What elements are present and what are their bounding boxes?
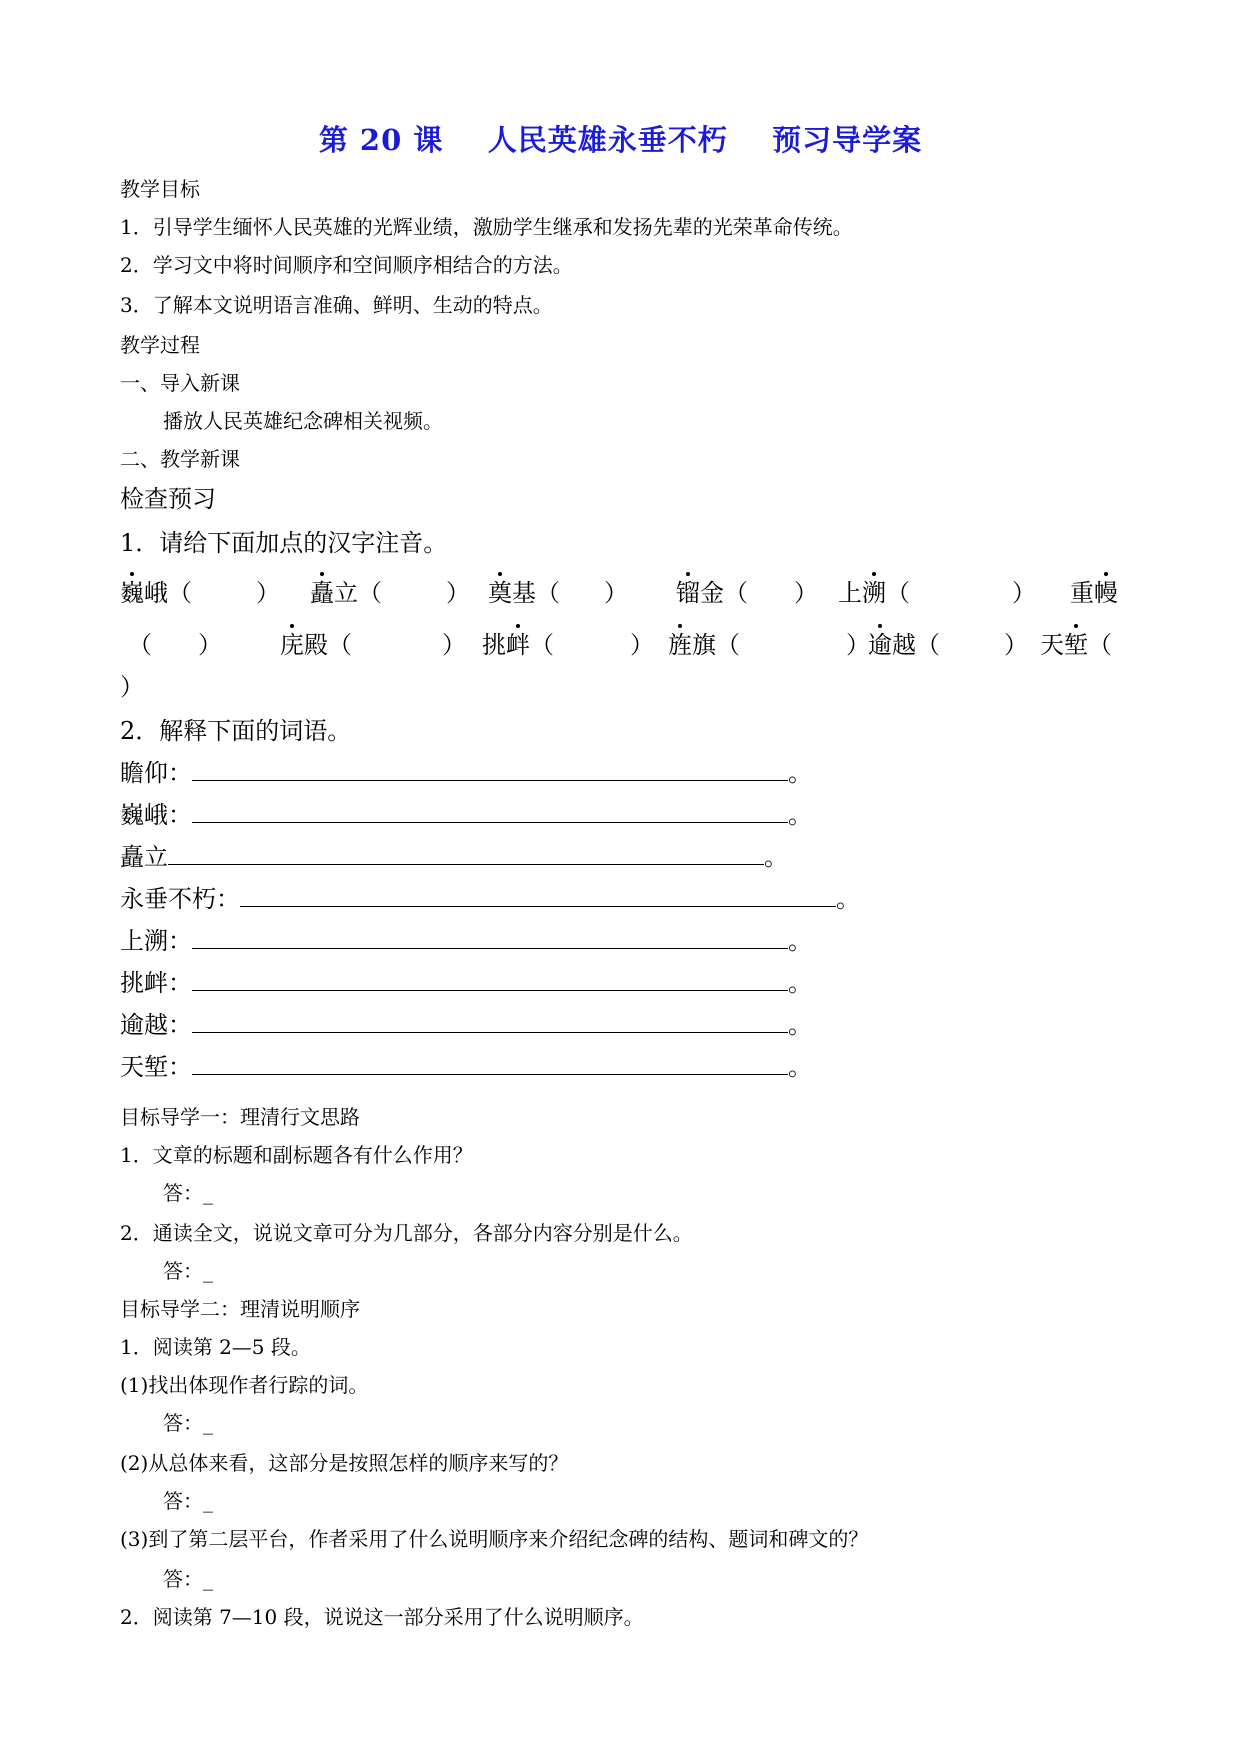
pinyin-close: ） bbox=[446, 579, 470, 607]
goal-item-2: 2．学习文中将时间顺序和空间顺序相结合的方法。 bbox=[120, 253, 573, 277]
intro-text: 播放人民英雄纪念碑相关视频。 bbox=[163, 409, 443, 433]
guide1-question-1: 1．文章的标题和副标题各有什么作用？ bbox=[120, 1143, 473, 1167]
preview-question-2: 2．解释下面的词语。 bbox=[120, 717, 352, 745]
pinyin-close: ） bbox=[256, 579, 280, 607]
dotted-char: 镏 bbox=[676, 579, 700, 607]
word-label: 逾越： bbox=[120, 1011, 192, 1039]
intro-heading: 一、导入新课 bbox=[120, 371, 240, 395]
word-label: 瞻仰： bbox=[120, 759, 192, 787]
preview-heading: 检查预习 bbox=[120, 485, 216, 513]
word-row: 上溯： 。 bbox=[120, 927, 812, 955]
pinyin-item: 天堑（ bbox=[1040, 631, 1112, 659]
pinyin-close: ） bbox=[794, 579, 818, 607]
goals-heading: 教学目标 bbox=[120, 177, 200, 201]
guide2-question-2: 2．阅读第 7—10 段，说说这一部分采用了什么说明顺序。 bbox=[120, 1605, 644, 1629]
pinyin-close: ） bbox=[442, 631, 466, 659]
guide2-subquestion-1: (1)找出体现作者行踪的词。 bbox=[120, 1373, 369, 1397]
pinyin-close: ） bbox=[198, 631, 222, 659]
word-row: 天堑： 。 bbox=[120, 1053, 812, 1081]
dotted-char: 逾 bbox=[868, 631, 892, 659]
word-row: 逾越： 。 bbox=[120, 1011, 812, 1039]
word-row: 永垂不朽： 。 bbox=[120, 885, 860, 913]
dotted-char: 奠 bbox=[488, 579, 512, 607]
guide2-answer-1[interactable]: 答：_ bbox=[163, 1411, 213, 1435]
answer-line[interactable] bbox=[192, 1052, 788, 1075]
answer-line[interactable] bbox=[240, 884, 836, 907]
word-label: 永垂不朽： bbox=[120, 885, 240, 913]
title-name: 人民英雄永垂不朽 bbox=[487, 123, 728, 157]
guide2-answer-3[interactable]: 答：_ bbox=[163, 1567, 213, 1591]
title-lesson: 第 20 课 bbox=[318, 123, 444, 157]
dotted-char: 巍 bbox=[120, 579, 144, 607]
answer-line[interactable] bbox=[168, 842, 764, 865]
answer-line[interactable] bbox=[192, 1010, 788, 1033]
pinyin-item: 庑殿（ bbox=[280, 631, 352, 659]
word-row: 矗立 。 bbox=[120, 843, 788, 871]
dotted-char: 堑 bbox=[1064, 631, 1088, 659]
goal-item-3: 3．了解本文说明语言准确、鲜明、生动的特点。 bbox=[120, 293, 553, 317]
guide1-answer-1[interactable]: 答：_ bbox=[163, 1181, 213, 1205]
word-row: 巍峨： 。 bbox=[120, 801, 812, 829]
pinyin-item: 镏金（ bbox=[676, 579, 748, 607]
pinyin-item: （ bbox=[128, 631, 152, 659]
word-label: 挑衅： bbox=[120, 969, 192, 997]
process-heading: 教学过程 bbox=[120, 333, 200, 357]
pinyin-item: 矗立（ bbox=[310, 579, 382, 607]
answer-line[interactable] bbox=[192, 758, 788, 781]
pinyin-close: ） bbox=[604, 579, 628, 607]
pinyin-item: 逾越（ bbox=[868, 631, 940, 659]
guide1-answer-2[interactable]: 答：_ bbox=[163, 1259, 213, 1283]
guide2-subquestion-2: (2)从总体来看，这部分是按照怎样的顺序来写的？ bbox=[120, 1451, 569, 1475]
answer-line[interactable] bbox=[192, 926, 788, 949]
guide1-heading: 目标导学一：理清行文思路 bbox=[120, 1105, 360, 1129]
pinyin-item: 巍峨（ bbox=[120, 579, 192, 607]
word-row: 瞻仰： 。 bbox=[120, 759, 812, 787]
new-lesson-heading: 二、教学新课 bbox=[120, 447, 240, 471]
pinyin-close: ） bbox=[1012, 579, 1036, 607]
pinyin-item: 上溯（ bbox=[838, 579, 910, 607]
pinyin-item: 挑衅（ bbox=[482, 631, 554, 659]
pinyin-item: 重幔 bbox=[1070, 579, 1118, 607]
page-title bbox=[0, 118, 1241, 159]
guide2-question-1: 1．阅读第 2—5 段。 bbox=[120, 1335, 311, 1359]
guide2-heading: 目标导学二：理清说明顺序 bbox=[120, 1297, 360, 1321]
guide1-question-2: 2．通读全文，说说文章可分为几部分，各部分内容分别是什么。 bbox=[120, 1221, 693, 1245]
word-label: 上溯： bbox=[120, 927, 192, 955]
dotted-char: 衅 bbox=[506, 631, 530, 659]
title-type: 预习导学案 bbox=[772, 123, 923, 157]
pinyin-close: ） bbox=[1004, 631, 1028, 659]
pinyin-item: 奠基（ bbox=[488, 579, 560, 607]
pinyin-close: ） bbox=[120, 673, 144, 701]
pinyin-close: ） bbox=[630, 631, 654, 659]
guide2-answer-2[interactable]: 答：_ bbox=[163, 1489, 213, 1513]
word-row: 挑衅： 。 bbox=[120, 969, 812, 997]
dotted-char: 溯 bbox=[862, 579, 886, 607]
dotted-char: 庑 bbox=[280, 631, 304, 659]
word-label: 矗立 bbox=[120, 843, 168, 871]
answer-line[interactable] bbox=[192, 968, 788, 991]
preview-question-1: 1．请给下面加点的汉字注音。 bbox=[120, 529, 448, 557]
dotted-char: 旌 bbox=[668, 631, 692, 659]
word-label: 天堑： bbox=[120, 1053, 192, 1081]
pinyin-close: ） bbox=[846, 631, 870, 659]
word-label: 巍峨： bbox=[120, 801, 192, 829]
dotted-char: 幔 bbox=[1094, 579, 1118, 607]
guide2-subquestion-3: (3)到了第二层平台，作者采用了什么说明顺序来介绍纪念碑的结构、题词和碑文的？ bbox=[120, 1527, 869, 1551]
answer-line[interactable] bbox=[192, 800, 788, 823]
pinyin-item: 旌旗（ bbox=[668, 631, 740, 659]
goal-item-1: 1．引导学生缅怀人民英雄的光辉业绩，激励学生继承和发扬先辈的光荣革命传统。 bbox=[120, 215, 853, 239]
dotted-char: 矗 bbox=[310, 579, 334, 607]
